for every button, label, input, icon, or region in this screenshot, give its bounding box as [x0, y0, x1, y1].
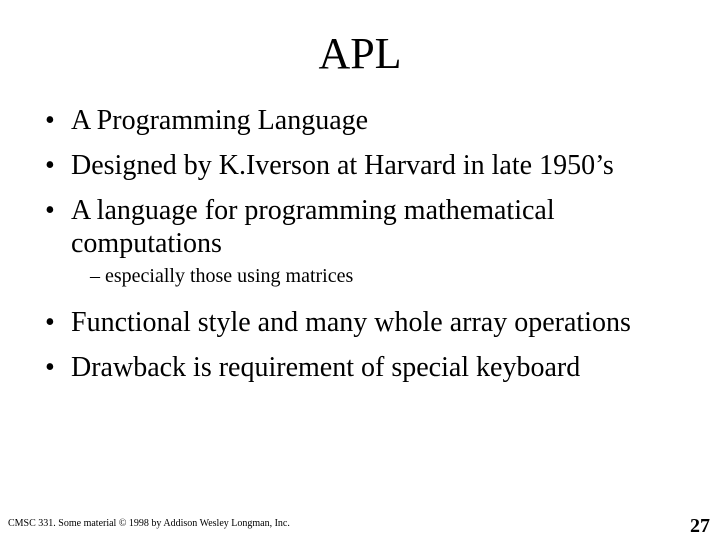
- page-number: 27: [690, 515, 710, 537]
- slide-title: [0, 28, 720, 80]
- bullet-marker: •: [45, 352, 55, 383]
- bullet-item: [45, 351, 685, 384]
- bullet-marker: •: [45, 307, 55, 338]
- bullet-marker: •: [45, 105, 55, 136]
- bullet-list: [45, 104, 685, 396]
- bullet-text: Functional style and many whole array operations: [71, 307, 631, 338]
- footer-credit: CMSC 331. Some material © 1998 by Addison Wesley Longman, Inc.: [8, 518, 290, 529]
- bullet-text: A Programming Language: [71, 105, 369, 136]
- bullet-item: [45, 149, 685, 182]
- slide-title-text: APL: [318, 29, 402, 78]
- bullet-text: Designed by K.Iverson at Harvard in late 1950’s: [71, 150, 614, 181]
- bullet-text: A language for programming mathematical computations: [71, 195, 555, 259]
- bullet-marker: •: [45, 195, 55, 226]
- bullet-item: [45, 104, 685, 137]
- bullet-text: Drawback is requirement of special keyboard: [71, 352, 581, 383]
- sub-bullet-item: – especially those using matrices: [90, 265, 354, 287]
- bullet-marker: •: [45, 150, 55, 181]
- bullet-item: [45, 194, 685, 260]
- bullet-item: [45, 306, 685, 339]
